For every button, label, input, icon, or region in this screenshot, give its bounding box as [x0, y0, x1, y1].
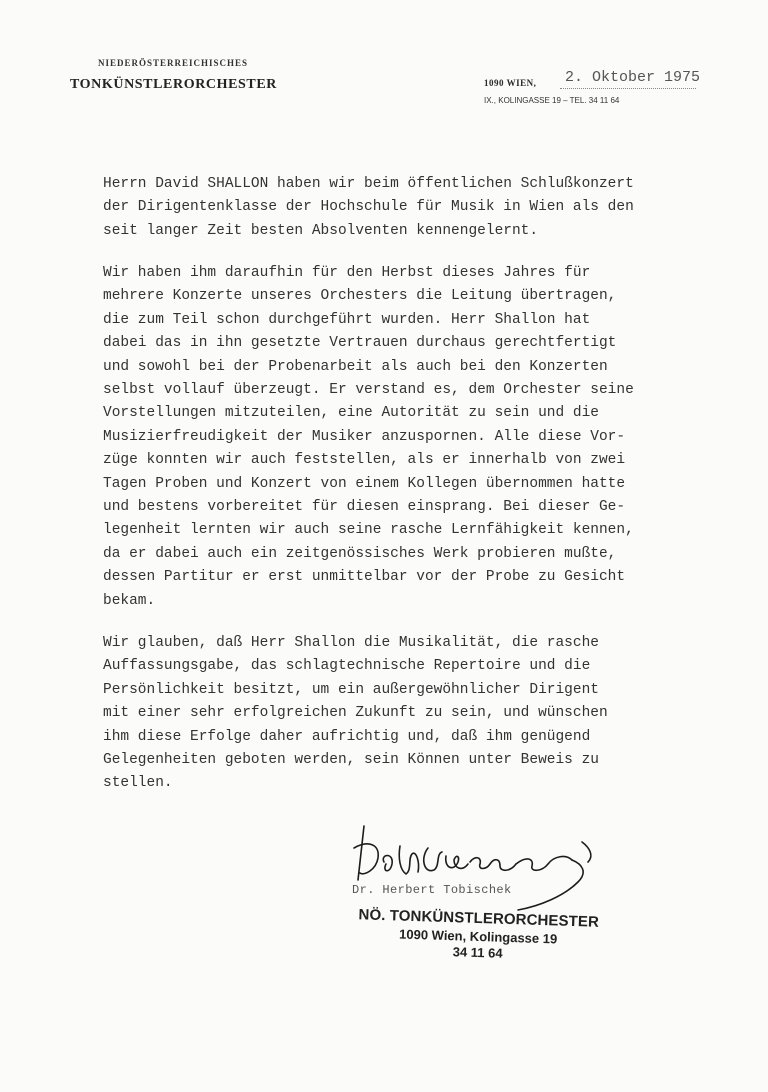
letterhead-org-line2: TONKÜNSTLERORCHESTER [70, 77, 278, 92]
handwritten-signature [350, 818, 610, 913]
letter-date: 2. Oktober 1975 [565, 69, 701, 86]
stamp-address: 1090 Wien, Kolingasse 19 [398, 926, 558, 947]
letterhead-address: IX., KOLINGASSE 19 – TEL. 34 11 64 [484, 96, 620, 105]
signer-name: Dr. Herbert Tobischek [352, 883, 512, 897]
date-dotted-line [560, 88, 696, 89]
body-paragraph-1: Herrn David SHALLON haben wir beim öffentlichen Schlußkonzert der Dirigentenklasse der Hochschule für Musik in Wien als den seit langer Zeit besten Absolventen kennengelernt. [103, 176, 634, 239]
body-paragraph-3: Wir glauben, daß Herr Shallon die Musikalität, die rasche Auffassungsgabe, das schlagtechnische Repertoire und die Persönlichkeit besitzt, um ein außergewöhnlicher Dirigent mit einer sehr erfolgreichen Zukunft zu sein, und wünschen ihm diese Erfolge daher aufrichtig und, daß ihm genügend Gelegenheiten geboten werden, sein Können unter Beweis zu stellen. [103, 635, 608, 792]
letterhead-city: 1090 WIEN, [484, 78, 537, 88]
stamp-name: NÖ. TONKÜNSTLERORCHESTER [358, 906, 600, 931]
letterhead-org-line1: NIEDERÖSTERREICHISCHES [98, 58, 249, 68]
body-paragraph-2: Wir haben ihm daraufhin für den Herbst dieses Jahres für mehrere Konzerte unseres Orchesters die Leitung übertragen, die zum Teil schon durchgeführt wurden. Herr Shallon hat dabei das in ihn gesetzte Vertrauen durchaus gerechtfertigt und sowohl bei der Probenarbeit als auch bei den Konzerten selbst vollauf überzeugt. Er verstand es, dem Orchester seine Vorstellungen mitzuteilen, eine Autorität zu sein und die Musizierfreudigkeit der Musiker anzuspornen. Alle diese Vor- züge konnten wir auch feststellen, als er innerhalb von zwei Tagen Proben und Konzert von einem Kollegen übernommen hatte und bestens vorbereitet für diesen einsprang. Bei dieser Ge- legenheit lernten wir auch seine rasche Lernfähigkeit kennen, da er dabei auch ein zeitgenössisches Werk probieren mußte, dessen Partitur er erst unmittelbar vor der Probe zu Gesicht bekam. [103, 265, 634, 609]
stamp-phone: 34 11 64 [452, 944, 503, 961]
organization-stamp [357, 906, 599, 964]
